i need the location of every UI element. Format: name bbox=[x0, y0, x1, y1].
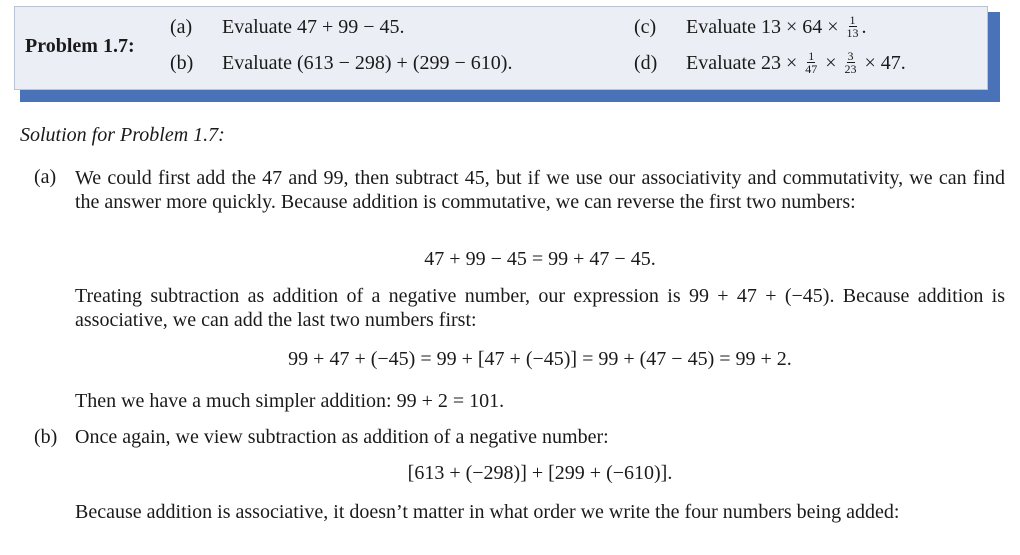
part-letter: (b) bbox=[170, 52, 194, 74]
fraction-denominator: 47 bbox=[805, 62, 818, 76]
solution-a-paragraph-3: Then we have a much simpler addition: 99 + 2 = 101. bbox=[75, 390, 505, 412]
part-letter: (d) bbox=[634, 52, 658, 75]
solution-b-letter: (b) bbox=[34, 426, 58, 448]
part-text-pre: Evaluate 23 × bbox=[686, 52, 803, 75]
part-text-post: × 47. bbox=[859, 52, 906, 75]
fraction bbox=[804, 50, 818, 75]
fraction bbox=[846, 14, 860, 39]
part-letter: (c) bbox=[634, 16, 657, 39]
fraction bbox=[844, 50, 858, 75]
solution-a-letter: (a) bbox=[34, 166, 57, 188]
solution-a-paragraph-1: We could first add the 47 and 99, then subtract 45, but if we use our associativity and commutativity, we can find the answer more quickly. Because addition is commutative, we can reverse the first two numbers: bbox=[75, 167, 1005, 213]
problem-part-a bbox=[170, 16, 405, 39]
solution-b-paragraph-2: Because addition is associative, it doesn’t matter in what order we write the four numbers being added: bbox=[75, 501, 900, 523]
part-text bbox=[686, 49, 906, 77]
solution-a-equation-1: 47 + 99 − 45 = 99 + 47 − 45. bbox=[424, 248, 656, 270]
solution-a-paragraph-2: Treating subtraction as addition of a negative number, our expression is 99 + 47 + (−45). Because addition is associative, we can add the last two numbers first: bbox=[75, 285, 1005, 331]
fraction-numerator: 3 bbox=[847, 49, 854, 63]
solution-title: Solution for Problem 1.7: bbox=[20, 124, 225, 146]
part-letter: (a) bbox=[170, 16, 193, 38]
part-text-mid: × bbox=[820, 52, 842, 75]
problem-box-shadow-right bbox=[988, 12, 1000, 102]
fraction-denominator: 13 bbox=[846, 26, 859, 40]
problem-box-shadow-bottom bbox=[20, 90, 1000, 102]
solution-b-equation-1: [613 + (−298)] + [299 + (−610)]. bbox=[407, 462, 673, 484]
solution-a-equation-2: 99 + 47 + (−45) = 99 + [47 + (−45)] = 99 + (47 − 45) = 99 + 2. bbox=[288, 348, 792, 370]
part-text: Evaluate (613 − 298) + (299 − 610). bbox=[222, 52, 513, 74]
fraction-numerator: 1 bbox=[849, 13, 856, 27]
problem-label: Problem 1.7: bbox=[25, 35, 135, 57]
fraction-denominator: 23 bbox=[844, 62, 857, 76]
problem-part-c bbox=[634, 13, 867, 41]
solution-b-paragraph-1: Once again, we view subtraction as addition of a negative number: bbox=[75, 426, 609, 448]
problem-part-b bbox=[170, 52, 512, 75]
fraction-numerator: 1 bbox=[808, 49, 815, 63]
part-text: Evaluate 47 + 99 − 45. bbox=[222, 16, 405, 38]
part-text-post: . bbox=[861, 16, 867, 39]
part-text bbox=[686, 13, 867, 41]
part-text-pre: Evaluate 13 × 64 × bbox=[686, 16, 844, 39]
problem-part-d bbox=[634, 49, 906, 77]
